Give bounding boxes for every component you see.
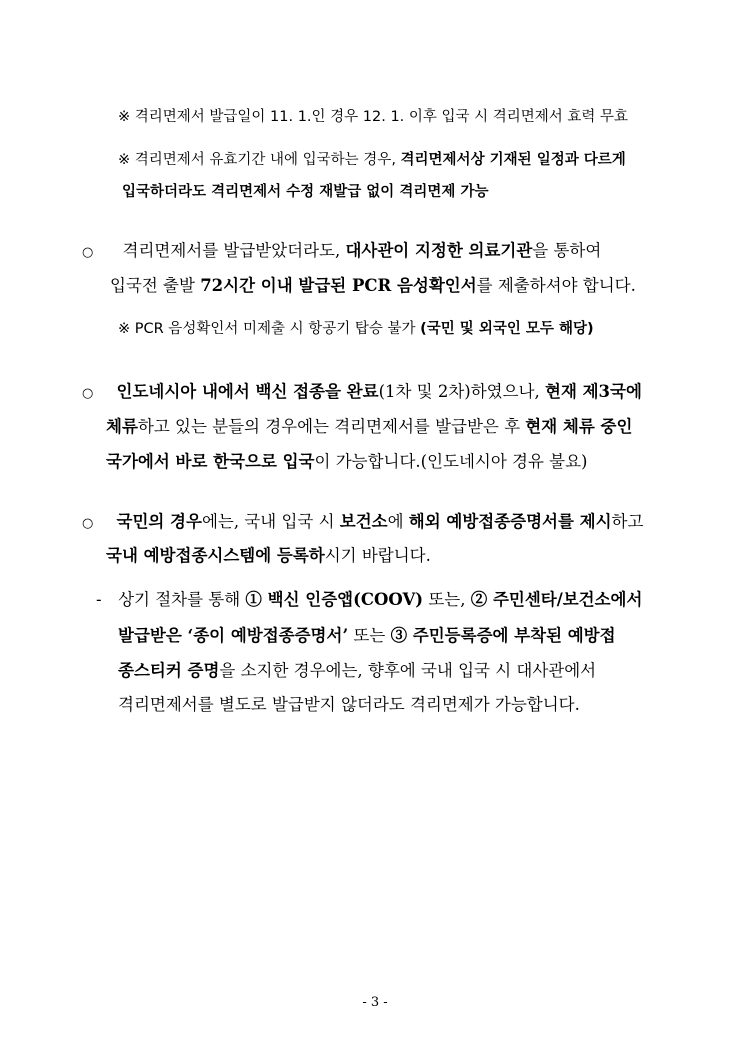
bullet-text-bold: 현재 체류 중인 xyxy=(525,417,633,436)
bullet-line xyxy=(106,546,431,566)
bullet-line xyxy=(106,452,587,472)
bullet-marker-icon: ○ xyxy=(82,386,94,401)
sub-text-bold: ③ 주민등록증에 부착된 예방접 xyxy=(390,626,616,645)
bullet-text-bold: 현재 제3국에 xyxy=(545,382,642,401)
bullet-text: 하고 xyxy=(611,512,644,531)
page-number: - 3 - xyxy=(362,995,388,1010)
bullet-text-bold: 국내 예방접종시스템에 등록하 xyxy=(106,546,325,565)
sub-line xyxy=(96,590,642,610)
note-text: ※ PCR 음성확인서 미제출 시 항공기 탑승 불가 xyxy=(118,321,421,337)
sub-line xyxy=(118,695,580,715)
bullet-text-bold: 72시간 이내 발급된 PCR 음성확인서 xyxy=(200,276,477,295)
bullet-text-bold: 국민의 경우 xyxy=(116,512,202,531)
note-text-bold: 격리면제서상 기재된 일정과 다르게 xyxy=(400,152,626,168)
note-line xyxy=(118,321,594,338)
sub-text-bold: 종스티커 증명 xyxy=(118,661,220,680)
note-text-bold: (국민 및 외국인 모두 해당) xyxy=(420,321,594,337)
bullet-text-bold: 인도네시아 내에서 백신 접종을 완료 xyxy=(116,382,379,401)
bullet-text: 이 가능합니다.(인도네시아 경유 불요) xyxy=(314,452,588,471)
sub-text: 또는 xyxy=(348,626,391,645)
bullet-text-bold: 해외 예방접종증명서를 제시 xyxy=(408,512,612,531)
bullet-line xyxy=(106,417,632,437)
note-line xyxy=(118,109,628,126)
note-text: ※ 격리면제서 발급일이 11. 1.인 경우 12. 1. 이후 입국 시 격리면제서 효력 무효 xyxy=(118,109,629,125)
bullet-line xyxy=(82,382,642,402)
bullet-text: 하고 있는 분들의 경우에는 격리면제서를 발급받은 후 xyxy=(137,417,526,436)
bullet-text: 격리면제서를 발급받았더라도, xyxy=(122,241,346,260)
note-text-bold: 입국하더라도 격리면제서 수정 재발급 없이 격리면제 가능 xyxy=(122,184,489,200)
bullet-text: (1차 및 2차)하였으나, xyxy=(378,382,545,401)
bullet-text-bold: 국가에서 바로 한국으로 입국 xyxy=(106,452,315,471)
bullet-text: 에는, 국내 입국 시 xyxy=(201,512,340,531)
bullet-text: 입국전 출발 xyxy=(110,276,201,295)
bullet-line xyxy=(82,512,643,532)
bullet-text: 에 xyxy=(387,512,409,531)
bullet-text-bold: 체류 xyxy=(106,417,138,436)
note-line xyxy=(118,152,626,169)
bullet-text: 을 통하여 xyxy=(532,241,602,260)
sub-text: 또는, xyxy=(423,590,471,609)
bullet-text-bold: 대사관이 지정한 의료기관 xyxy=(345,241,533,260)
dash-marker-icon: - xyxy=(96,590,102,609)
sub-text-bold: ① 백신 인증앱(COOV) xyxy=(245,590,424,609)
sub-line xyxy=(118,661,596,681)
sub-text-bold: 발급받은 ‘종이 예방접종증명서’ xyxy=(118,626,349,645)
bullet-text-bold: 보건소 xyxy=(339,512,388,531)
sub-text: 을 소지한 경우에는, 향후에 국내 입국 시 대사관에서 xyxy=(219,661,597,680)
note-line xyxy=(122,184,488,201)
sub-text-bold: ② 주민센타/보건소에서 xyxy=(470,590,643,609)
sub-line xyxy=(118,626,616,646)
bullet-marker-icon: ○ xyxy=(82,245,94,260)
sub-text: 상기 절차를 통해 xyxy=(118,590,246,609)
note-text: ※ 격리면제서 유효기간 내에 입국하는 경우, xyxy=(118,152,401,168)
bullet-line xyxy=(110,276,636,296)
bullet-text: 를 제출하셔야 합니다. xyxy=(476,276,636,295)
bullet-marker-icon: ○ xyxy=(82,516,94,531)
sub-text: 격리면제서를 별도로 발급받지 않더라도 격리면제가 가능합니다. xyxy=(118,695,580,714)
bullet-line xyxy=(82,241,601,261)
bullet-text: 시기 바랍니다. xyxy=(324,546,431,565)
